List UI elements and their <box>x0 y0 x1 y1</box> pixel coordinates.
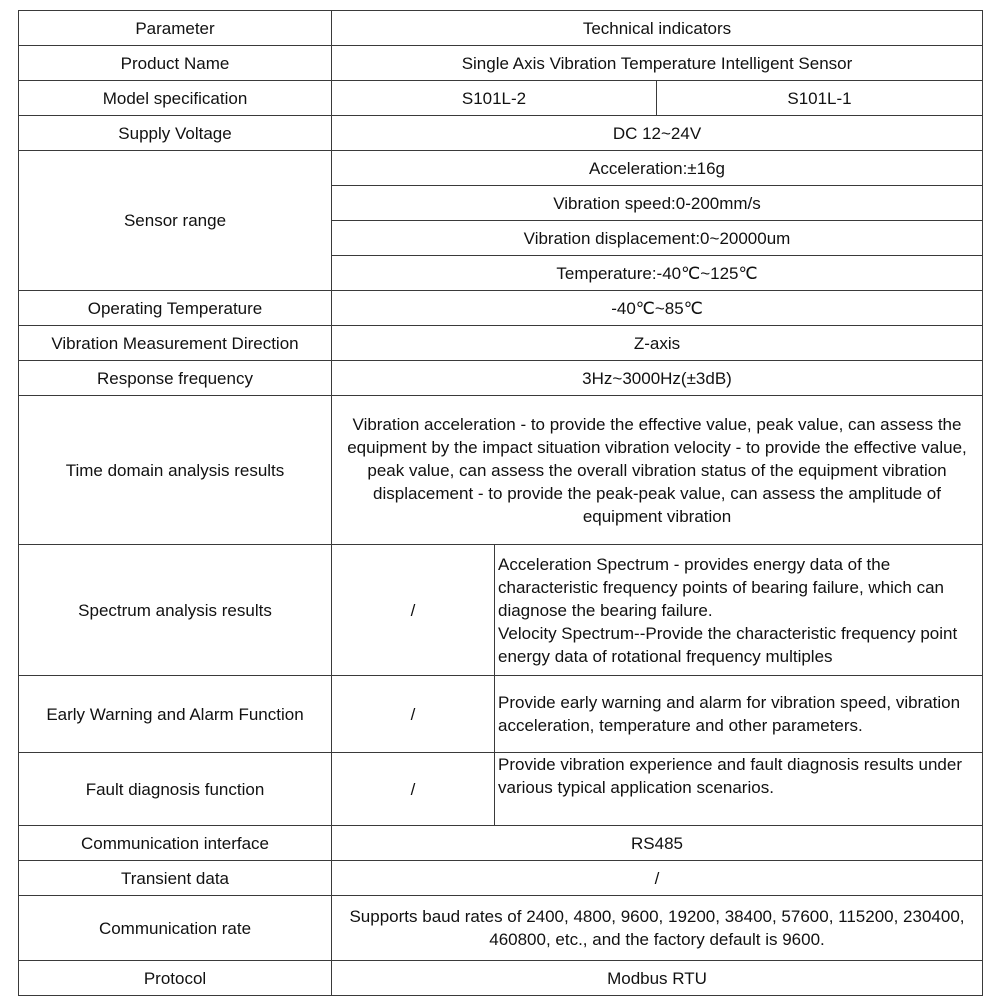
table-row <box>19 151 983 186</box>
row-label: Spectrum analysis results <box>19 545 332 676</box>
spectrum-b <box>495 545 983 676</box>
table-row <box>19 81 983 116</box>
header-technical-indicators: Technical indicators <box>332 11 983 46</box>
row-label: Protocol <box>19 961 332 996</box>
table-row <box>19 545 983 676</box>
sensor-range-item: Acceleration:±16g <box>332 151 983 186</box>
row-label: Supply Voltage <box>19 116 332 151</box>
row-value: Single Axis Vibration Temperature Intelligent Sensor <box>332 46 983 81</box>
table-row <box>19 361 983 396</box>
row-value: Z-axis <box>332 326 983 361</box>
table-row <box>19 753 983 826</box>
table-row <box>19 116 983 151</box>
row-label: Fault diagnosis function <box>19 753 332 826</box>
spectrum-line-1: Acceleration Spectrum - provides energy data of the characteristic frequency points of bearing failure, which can diagnose the bearing failure. <box>498 554 945 620</box>
table-row <box>19 961 983 996</box>
row-label: Time domain analysis results <box>19 396 332 545</box>
early-warning-b: Provide early warning and alarm for vibration speed, vibration acceleration, temperature and other parameters. <box>495 676 983 753</box>
table-row <box>19 46 983 81</box>
row-label: Transient data <box>19 861 332 896</box>
table-row <box>19 291 983 326</box>
table-row <box>19 676 983 753</box>
row-value: RS485 <box>332 826 983 861</box>
spectrum-a: / <box>332 545 495 676</box>
table-row <box>19 826 983 861</box>
model-b: S101L-1 <box>657 81 983 116</box>
sensor-range-item: Temperature:-40℃~125℃ <box>332 256 983 291</box>
row-label: Model specification <box>19 81 332 116</box>
sensor-range-item: Vibration speed:0-200mm/s <box>332 186 983 221</box>
header-parameter: Parameter <box>19 11 332 46</box>
table-row <box>19 861 983 896</box>
model-a: S101L-2 <box>332 81 657 116</box>
row-value: 3Hz~3000Hz(±3dB) <box>332 361 983 396</box>
table-row <box>19 11 983 46</box>
spec-table <box>18 10 983 996</box>
row-label: Communication rate <box>19 896 332 961</box>
row-label: Operating Temperature <box>19 291 332 326</box>
row-label: Response frequency <box>19 361 332 396</box>
row-value: Vibration acceleration - to provide the effective value, peak value, can assess the equipment by the impact situation vibration velocity - to provide the effective value, peak value, can assess the overall vibration status of the equipment vibration displacement - to provide the peak-peak value, can assess the amplitude of equipment vibration <box>332 396 983 545</box>
spectrum-line-2: Velocity Spectrum--Provide the characteristic frequency point energy data of rotational frequency multiples <box>498 623 958 666</box>
row-label: Early Warning and Alarm Function <box>19 676 332 753</box>
table-row <box>19 326 983 361</box>
row-value: Modbus RTU <box>332 961 983 996</box>
row-value: DC 12~24V <box>332 116 983 151</box>
fault-b: Provide vibration experience and fault diagnosis results under various typical application scenarios. <box>495 753 983 826</box>
row-label: Communication interface <box>19 826 332 861</box>
row-value: / <box>332 861 983 896</box>
fault-a: / <box>332 753 495 826</box>
row-value: Supports baud rates of 2400, 4800, 9600, 19200, 38400, 57600, 115200, 230400, 460800, etc., and the factory default is 9600. <box>332 896 983 961</box>
row-value: -40℃~85℃ <box>332 291 983 326</box>
row-label: Sensor range <box>19 151 332 291</box>
table-row <box>19 896 983 961</box>
early-warning-a: / <box>332 676 495 753</box>
sensor-range-item: Vibration displacement:0~20000um <box>332 221 983 256</box>
table-row <box>19 396 983 545</box>
row-label: Product Name <box>19 46 332 81</box>
row-label: Vibration Measurement Direction <box>19 326 332 361</box>
